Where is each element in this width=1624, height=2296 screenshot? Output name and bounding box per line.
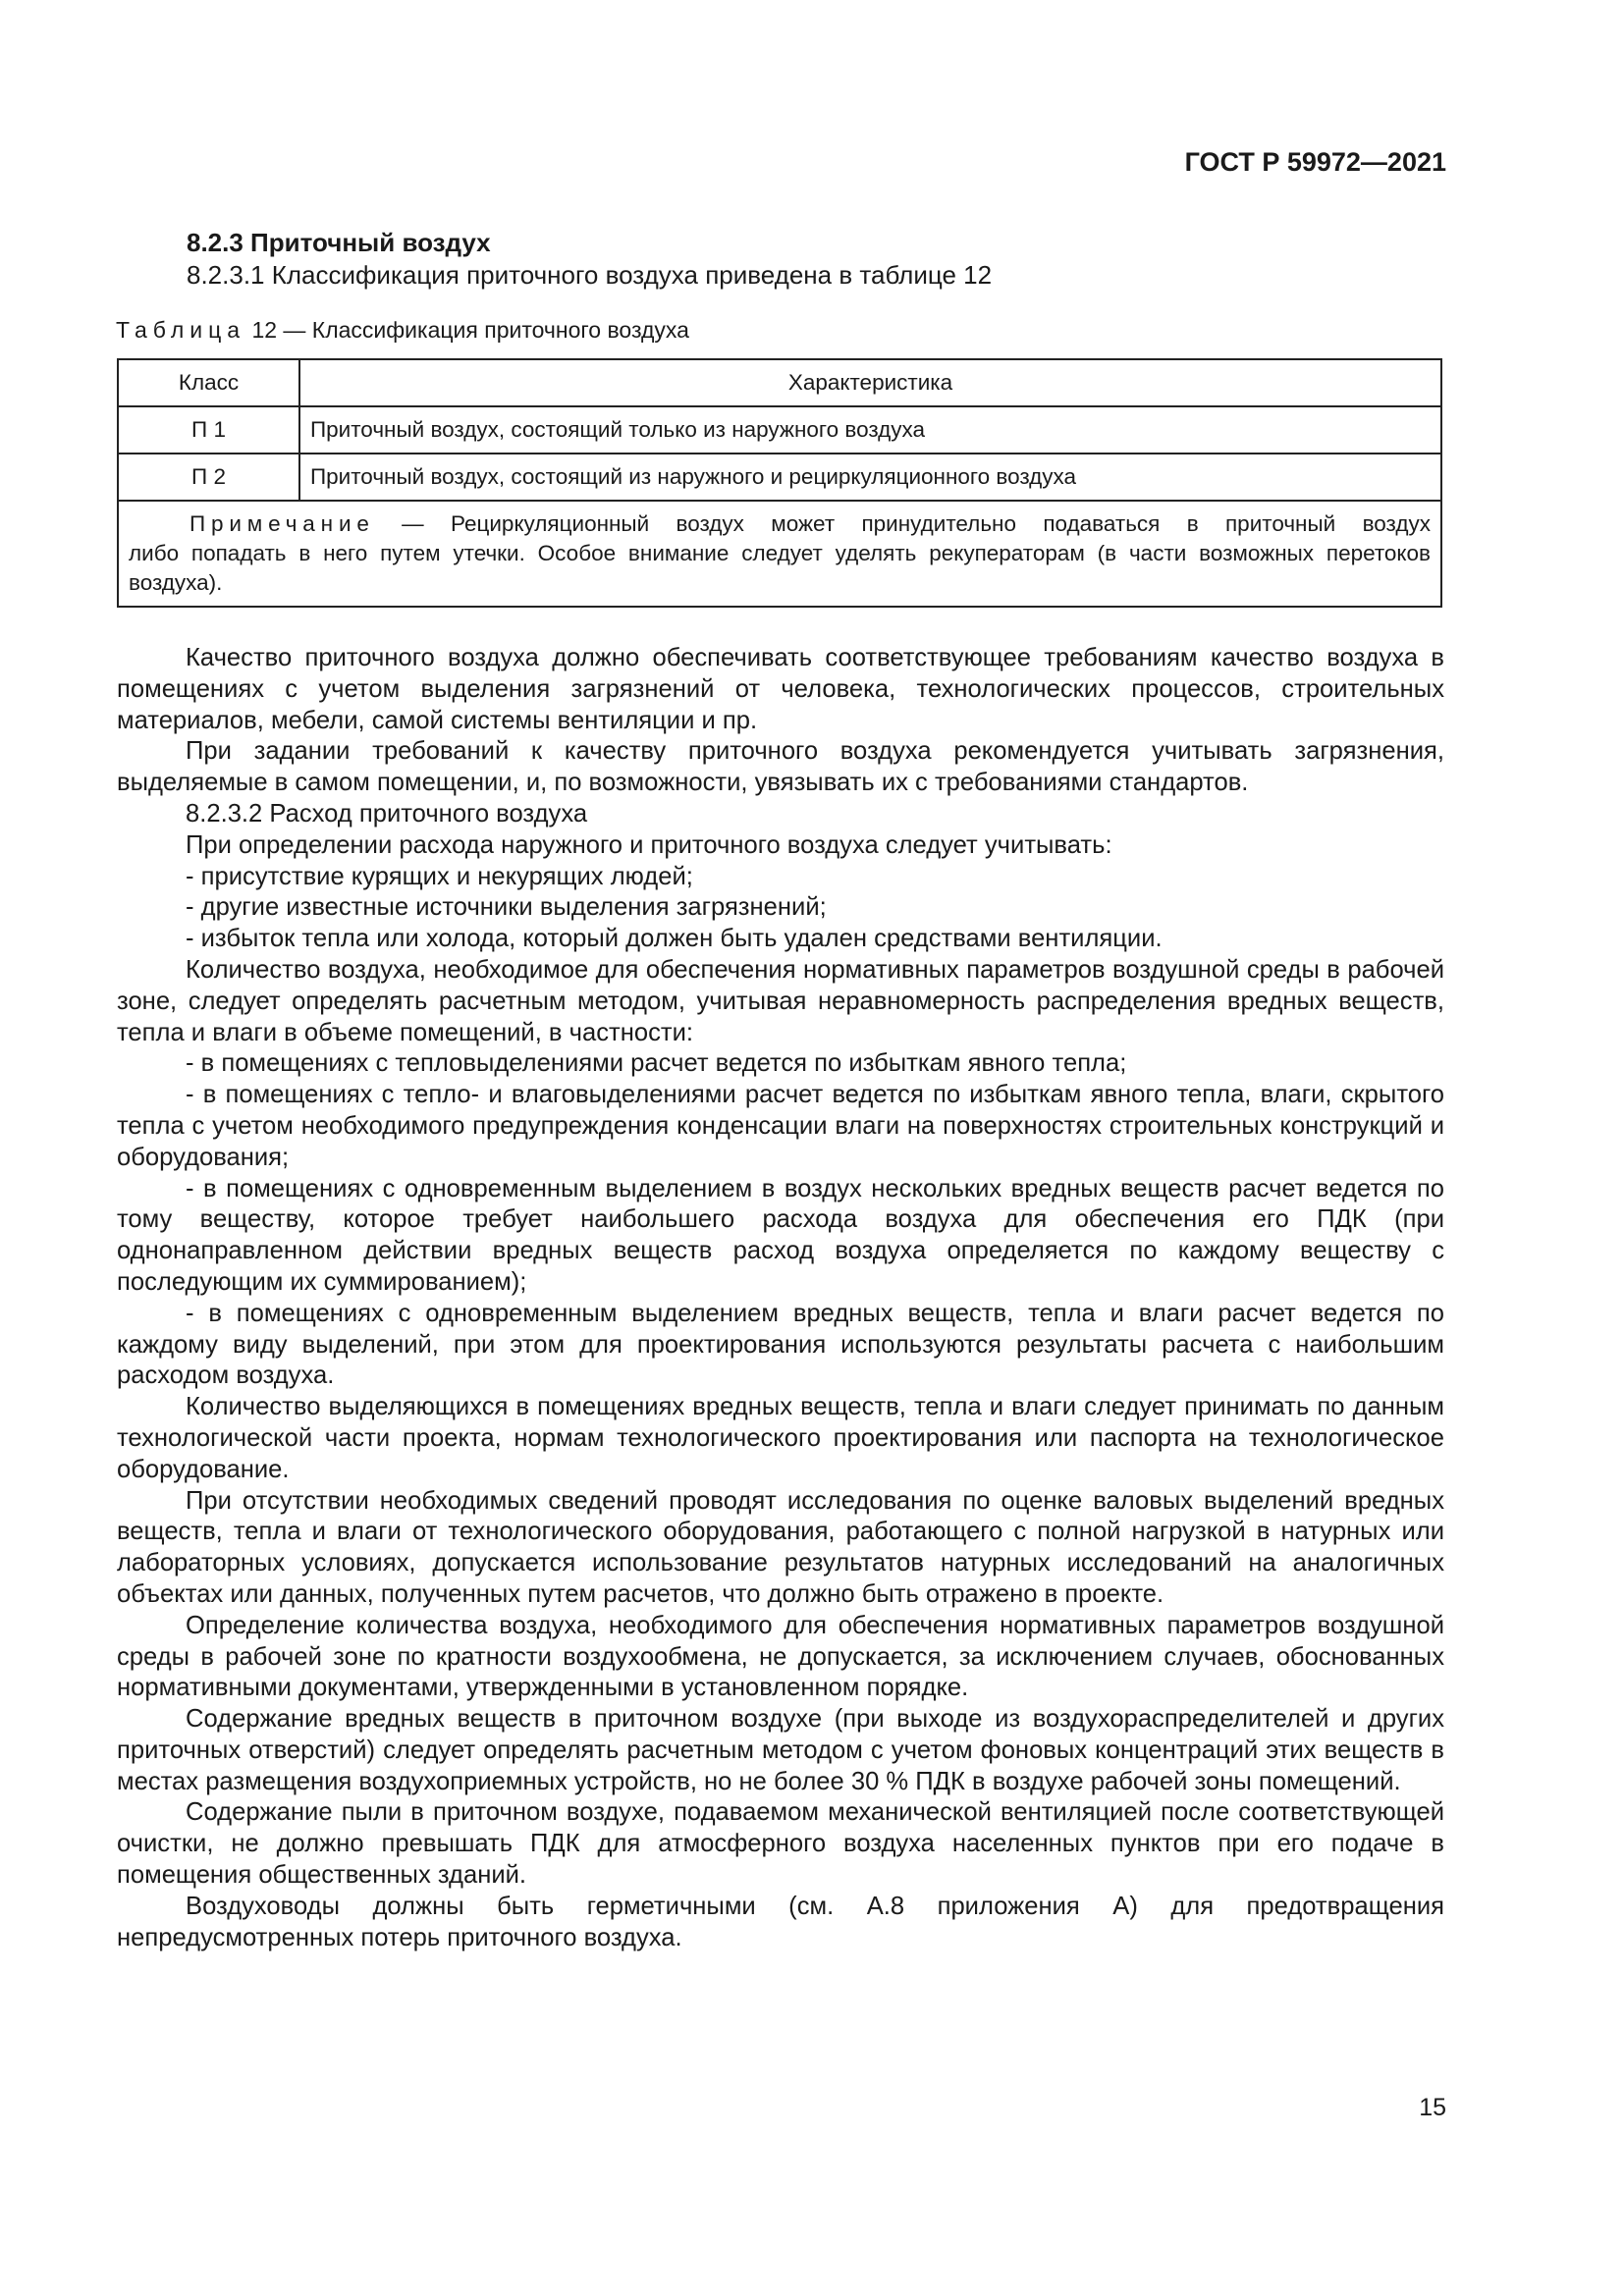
header-class: Класс [118, 359, 299, 406]
list-item: - избыток тепла или холода, который должен быть удален средствами вентиляции. [186, 925, 1163, 953]
characteristic-cell: Приточный воздух, состоящий из наружного и рециркуляционного воздуха [299, 454, 1441, 501]
classification-table [117, 358, 1442, 608]
list-item: - в помещениях с тепловыделениями расчет ведется по избыткам явного тепла; [186, 1049, 1127, 1078]
table-row [118, 406, 1441, 454]
section-intro: 8.2.3.1 Классификация приточного воздуха приведена в таблице 12 [187, 260, 993, 290]
list-item: - присутствие курящих и некурящих людей; [186, 862, 693, 890]
header-characteristic: Характеристика [299, 359, 1441, 406]
list-item: - в помещениях с одновременным выделением вредных веществ, тепла и влаги расчет ведется по каждому виду выделений, при этом для проектирования используются результаты расчета с наибольшим расходом воздуха. [117, 1299, 1444, 1390]
section-heading: 8.2.3 Приточный воздух [187, 228, 491, 257]
paragraph: Воздуховоды должны быть герметичными (см. А.8 приложения А) для предотвращения непредусмотренных потерь приточного воздуха. [117, 1892, 1444, 1951]
paragraph: При задании требований к качеству приточного воздуха рекомендуется учитывать загрязнения, выделяемые в самом помещении, и, по возможности, увязывать их с требованиями стандартов. [117, 737, 1444, 797]
body-text [117, 643, 1444, 1953]
table-caption-text: 12 — Классификация приточного воздуха [251, 317, 689, 343]
subsection-title: 8.2.3.2 Расход приточного воздуха [186, 799, 588, 828]
table-row [118, 454, 1441, 501]
list-item: - другие известные источники выделения загрязнений; [186, 893, 827, 922]
page-number: 15 [1419, 2094, 1446, 2121]
paragraph: При определении расхода наружного и приточного воздуха следует учитывать: [186, 830, 1112, 859]
note-rest: либо попадать в него путем утечки. Особое внимание следует уделять рекуператорам (в части возможных перетоков воздуха). [129, 541, 1431, 595]
table-caption [116, 317, 689, 344]
table-header-row [118, 359, 1441, 406]
table-note-row [118, 501, 1441, 607]
note-word: Примечание [189, 511, 375, 536]
characteristic-cell: Приточный воздух, состоящий только из наружного воздуха [299, 406, 1441, 454]
paragraph: Содержание вредных веществ в приточном воздухе (при выходе из воздухораспределителей и других приточных отверстий) следует определять расчетным методом с учетом фоновых концентраций этих веществ в местах размещения воздухоприемных устройств, но не более 30 % ПДК в воздухе рабочей зоны помещений. [117, 1705, 1444, 1795]
list-item: - в помещениях с одновременным выделением в воздух нескольких вредных веществ расчет ведется по тому веществу, которое требует наибольшего расхода воздуха для обеспечения его ПДК (при однонаправленном действии вредных веществ расход воздуха определяется по каждому веществу с последующим их суммированием); [117, 1174, 1444, 1296]
table-note-first-line [129, 509, 1431, 539]
note-line1: — Рециркуляционный воздух может принудительно подаваться в приточный воздух [402, 511, 1431, 536]
table-caption-word: Таблица [116, 317, 246, 343]
list-item: - в помещениях с тепло- и влаговыделениями расчет ведется по избыткам явного тепла, влаги, скрытого тепла с учетом необходимого предупреждения конденсации влаги на поверхностях строительных конструкций и оборудования; [117, 1081, 1444, 1171]
paragraph: При отсутствии необходимых сведений проводят исследования по оценке валовых выделений вредных веществ, тепла и влаги от технологического оборудования, работающего с полной нагрузкой в натурных или лабораторных условиях, допускается использование результатов натурных исследований на аналогичных объектах или данных, полученных путем расчетов, что должно быть отражено в проекте. [117, 1486, 1444, 1608]
class-cell: П 2 [118, 454, 299, 501]
table-note [118, 501, 1441, 607]
document-code: ГОСТ Р 59972—2021 [1184, 147, 1446, 177]
paragraph: Количество выделяющихся в помещениях вредных веществ, тепла и влаги следует принимать по данным технологической части проекта, нормам технологического проектирования или паспорта на технологическое оборудование. [117, 1393, 1444, 1483]
paragraph: Содержание пыли в приточном воздухе, подаваемом механической вентиляцией после соответствующей очистки, не должно превышать ПДК для атмосферного воздуха населенных пунктов при его подаче в помещения общественных зданий. [117, 1798, 1444, 1890]
paragraph: Количество воздуха, необходимое для обеспечения нормативных параметров воздушной среды в рабочей зоне, следует определять расчетным методом, учитывая неравномерность распределения вредных веществ, тепла и влаги в объеме помещений, в частности: [117, 955, 1444, 1046]
paragraph: Качество приточного воздуха должно обеспечивать соответствующее требованиям качество воздуха в помещениях с учетом выделения загрязнений от человека, технологических процессов, строительных материалов, мебели, самой системы вентиляции и пр. [117, 644, 1444, 734]
class-cell: П 1 [118, 406, 299, 454]
paragraph: Определение количества воздуха, необходимого для обеспечения нормативных параметров воздушной среды в рабочей зоне по кратности воздухообмена, не допускается, за исключением случаев, обоснованных нормативными документами, утвержденными в установленном порядке. [117, 1611, 1444, 1702]
